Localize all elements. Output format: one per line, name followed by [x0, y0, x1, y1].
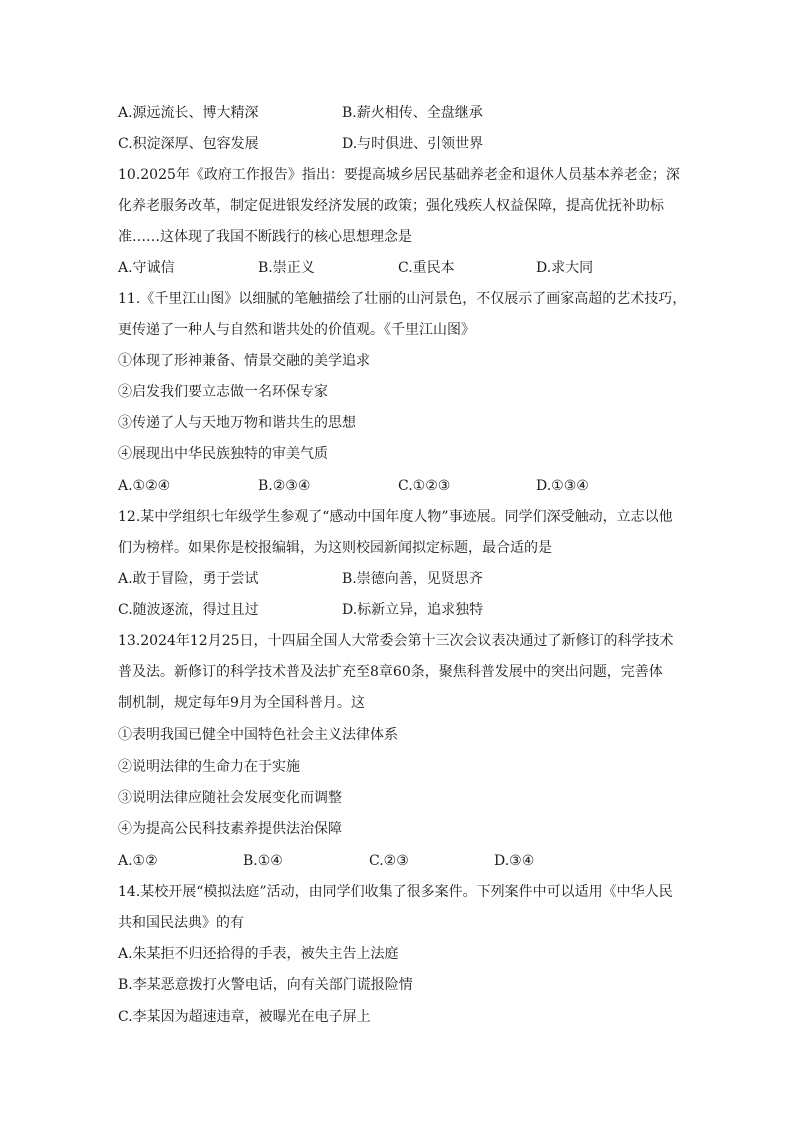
q14-option-a: A.朱某拒不归还拾得的手表，被失主告上法庭	[118, 946, 399, 962]
q12-options-row-2	[118, 601, 718, 619]
q11-stem-line-2: 更传递了一种人与自然和谐共处的价值观。《千里江山图》	[118, 322, 475, 338]
q11-option-c: C.①②③	[398, 478, 451, 494]
q13-options-row	[118, 852, 718, 870]
q13-stem-line-3: 制机制，规定每年9月为全国科普月。这	[118, 695, 365, 711]
q11-statement-1: ①体现了形神兼备、情景交融的美学追求	[118, 353, 370, 369]
q13-stem-line-2: 普及法。新修订的科学技术普及法扩充至8章60条，聚焦科普发展中的突出问题，完善体	[118, 664, 663, 680]
q9-options-row-1	[118, 104, 718, 122]
q14-stem-line-1: 14.某校开展“模拟法庭”活动，由同学们收集了很多案件。下列案件中可以适用《中华人民	[118, 884, 673, 900]
q11-option-a: A.①②④	[118, 478, 171, 494]
q12-option-b: B.崇德向善，见贤思齐	[342, 571, 483, 587]
q13-statement-3: ③说明法律应随社会发展变化而调整	[118, 790, 342, 806]
q13-statement-2: ②说明法律的生命力在于实施	[118, 759, 300, 775]
q13-statement-4: ④为提高公民科技素养提供法治保障	[118, 821, 342, 837]
q10-stem-line-2: 化养老服务改革，制定促进银发经济发展的政策；强化残疾人权益保障，提高优抚补助标	[118, 198, 664, 214]
q11-stem-line-1: 11.《千里江山图》以细腻的笔触描绘了壮丽的山河景色，不仅展示了画家高超的艺术技巧，	[118, 291, 687, 307]
q9-options-row-2	[118, 135, 718, 153]
q12-options-row-1	[118, 570, 718, 588]
q13-option-a: A.①②	[118, 853, 158, 869]
q10-stem-line-1: 10.2025年《政府工作报告》指出：要提高城乡居民基础养老金和退休人员基本养老金；深	[118, 167, 680, 183]
q9-option-b: B.薪火相传、全盘继承	[342, 105, 483, 121]
q13-option-c: C.②③	[369, 853, 409, 869]
q13-option-b: B.①④	[243, 853, 283, 869]
q12-option-a: A.敢于冒险，勇于尝试	[118, 571, 259, 587]
q9-option-a: A.源远流长、博大精深	[118, 105, 259, 121]
q10-option-c: C.重民本	[398, 260, 455, 276]
q13-statement-1: ①表明我国已健全中国特色社会主义法律体系	[118, 727, 398, 743]
q11-statement-3: ③传递了人与天地万物和谐共生的思想	[118, 415, 356, 431]
q10-stem-line-3: 准……这体现了我国不断践行的核心思想理念是	[118, 229, 412, 245]
q10-option-b: B.崇正义	[258, 260, 315, 276]
q10-options-row	[118, 259, 718, 277]
q11-option-d: D.①③④	[536, 478, 589, 494]
q12-stem-line-2: 们为榜样。如果你是校报编辑，为这则校园新闻拟定标题，最合适的是	[118, 540, 552, 556]
q10-option-a: A.守诚信	[118, 260, 175, 276]
q11-statement-4: ④展现出中华民族独特的审美气质	[118, 446, 328, 462]
q12-stem-line-1: 12.某中学组织七年级学生参观了“感动中国年度人物”事迹展。同学们深受触动，立志以他	[118, 509, 673, 525]
q12-option-d: D.标新立异，追求独特	[342, 602, 484, 618]
q10-option-d: D.求大同	[536, 260, 594, 276]
q11-statement-2: ②启发我们要立志做一名环保专家	[118, 384, 328, 400]
q11-option-b: B.②③④	[258, 478, 311, 494]
q13-option-d: D.③④	[494, 853, 535, 869]
q11-options-row	[118, 477, 718, 495]
q9-option-c: C.积淀深厚、包容发展	[118, 136, 259, 152]
q14-option-b: B.李某恶意拨打火警电话，向有关部门谎报险情	[118, 977, 413, 993]
q14-stem-line-2: 共和国民法典》的有	[118, 915, 244, 931]
q9-option-d: D.与时俱进、引领世界	[342, 136, 484, 152]
q14-option-c: C.李某因为超速违章，被曝光在电子屏上	[118, 1009, 371, 1025]
q12-option-c: C.随波逐流，得过且过	[118, 602, 259, 618]
q13-stem-line-1: 13.2024年12月25日，十四届全国人大常委会第十三次会议表决通过了新修订的科学技术	[118, 633, 674, 649]
